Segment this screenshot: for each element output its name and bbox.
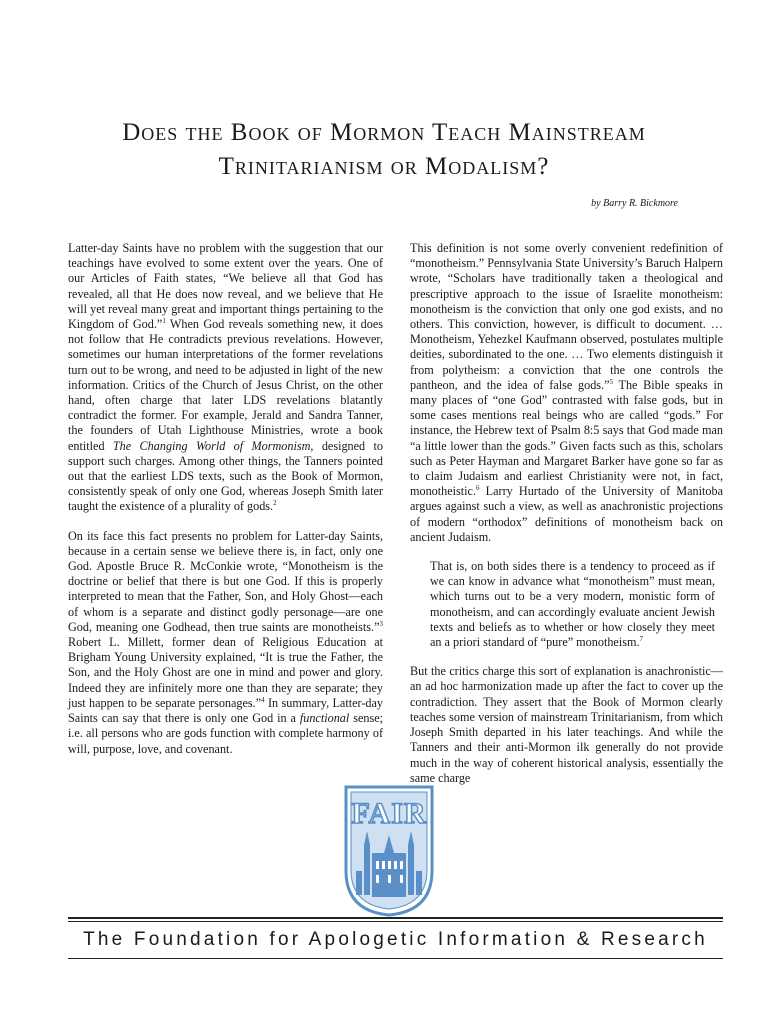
fair-logo-icon — [342, 783, 436, 917]
byline: by Barry R. Bickmore — [591, 198, 678, 209]
article-title — [40, 116, 728, 184]
left-paragraph-1: Latter-day Saints have no problem with the suggestion that our teachings have evolved to some extent over the years. One of our Articles of Faith states, “We believe all that God has revealed, all that He does now reveal, and we believe that He will yet reveal many great and important things pertaining to the Kingdom of God.”$^1$ When God reveals something new, it does not follow that He contradicts previous revelations. However, sometimes our human interpretations of the former revelations turn out to be wrong, and need to be adjusted in light of the new information. Critics of the Church of Jesus Christ, on the other hand, often charge that later LDS revelations blatantly contradict the former. For example, Jerald and Sandra Tanner, the founders of Utah Lighthouse Ministries, wrote a book entitled The Changing World of Mormonism, designed to support such charges. Among other things, the Tanners pointed out that the earliest LDS texts, such as the Book of Mormon, consistently speak of only one God, whereas Joseph Smith later taught the existence of a plurality of gods.$^2$ — [68, 241, 383, 514]
footer-rule-top — [68, 917, 723, 919]
logo-text: FAIR — [351, 797, 427, 830]
footer-rule-top-thin — [68, 921, 723, 922]
left-column — [68, 241, 383, 771]
title-line-2: Trinitarianism or Modalism? — [218, 153, 550, 180]
footnote-ref: 6 — [476, 484, 480, 493]
right-paragraph-1: This definition is not some overly convenient redefinition of “monotheism.” Pennsylvania State University’s Baruch Halpern wrote, “Scholars have traditionally taken a theological and prescriptive approach to the issue of Israelite monotheism: monotheism is the conviction that only one god exists, and no others. This conviction, however, is difficult to document. … Monotheism, Yehezkel Kaufmann observed, postulates multiple deities, subordinated to the one. … Two elements distinguish it from polytheism: a conviction that the one controls the pantheon, and the idea of false gods.”$^5$ The Bible speaks in many places of “one God” contrasted with false gods, but in some cases mentions real beings who are called “gods.” For instance, the Hebrew text of Psalm 8:5 says that God made man “a little lower than the gods.” Given facts such as this, scholars such as Peter Hayman and Margaret Barker have gone so far as to claim Judaism and earliest Christianity were not, in fact, monotheistic.$^6$ Larry Hurtado of the University of Manitoba argues against such a view, as well as anachronistic projections of modern “orthodox” definitions of monotheism back on ancient Judaism. — [410, 241, 723, 544]
footnote-ref: 5 — [609, 377, 613, 386]
footnote-ref: 1 — [162, 316, 166, 325]
footnote-ref: 7 — [639, 635, 643, 644]
left-paragraph-2: On its face this fact presents no problem for Latter-day Saints, because in a certain sense we believe there is, in fact, only one God. Apostle Bruce R. McConkie wrote, “Monotheism is the doctrine or belief that there is but one God. If this is properly interpreted to mean that the Father, Son, and Holy Ghost—each of whom is a separate and distinct godly personage—are one God, meaning one Godhead, then true saints are monotheists.”$^3$ Robert L. Millett, former dean of Religious Education at Brigham Young University explained, “It is true the Father, the Son, and the Holy Ghost are one in mind and power and glory. Indeed they are infinitely more one than they are separate; they just happen to be separate personages.”$^4$ In summary, Latter-day Saints can say that there is only one God in a functional sense; i.e. all persons who are gods function with complete harmony of will, purpose, love, and covenant. — [68, 528, 383, 756]
block-quote: That is, on both sides there is a tendency to proceed as if we can know in advance what “monotheism” must mean, which turns out to be a very modern, monistic form of monotheism, and can accordingly evaluate ancient Jewish texts and beliefs as to whether or how closely they meet an a priori standard of “pure” monotheism.$^7$ — [430, 559, 715, 650]
title-line-1: Does the Book of Mormon Teach Mainstream — [122, 119, 646, 146]
footnote-ref: 4 — [261, 695, 265, 704]
right-column — [410, 241, 723, 800]
footnote-ref: 2 — [273, 499, 277, 508]
footer-rule-bottom — [68, 958, 723, 959]
footnote-ref: 3 — [379, 619, 383, 628]
book-title: The Changing World of Mormonism — [112, 438, 311, 453]
footer-organization-name: The Foundation for Apologetic Information & Research — [83, 929, 708, 950]
right-paragraph-2: But the critics charge this sort of explanation is anachronistic—an ad hoc harmonization made up after the fact to cover up the contradiction. They assert that the Book of Mormon clearly teaches some version of mainstream Trinitarianism, from which Joseph Smith departed in his later teachings. And while the Tanners and their anti-Mormon ilk generally do not provide much in the way of coherent historical analysis, essentially the same charge — [410, 664, 723, 785]
